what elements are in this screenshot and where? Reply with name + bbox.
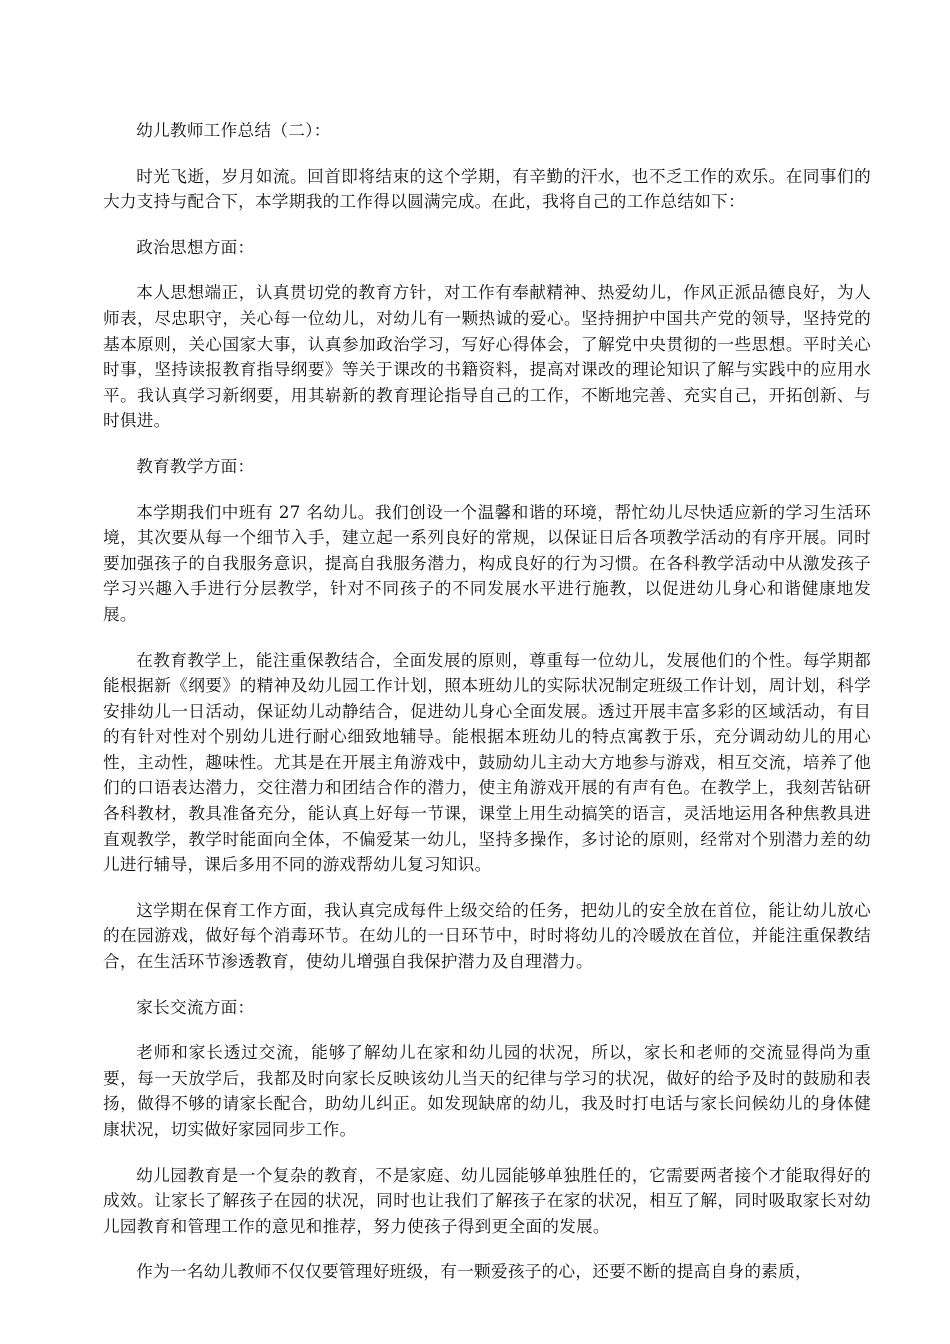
intro-paragraph: 时光飞逝，岁月如流。回首即将结束的这个学期，有辛勤的汗水，也不乏工作的欢乐。在同事们的大力支持与配合下，本学期我的工作得以圆满完成。在此，我将自己的工作总结如下： bbox=[103, 166, 871, 212]
teaching-paragraph-1: 本学期我们中班有 27 名幼儿。我们创设一个温馨和谐的环境，帮忙幼儿尽快适应新的学习生活环境，其次要从每一个细节入手，建立起一系列良好的常规，以保证日后各项教学活动的有序开展。同时要加强孩子的自我服务意识，提高自我服务潜力，构成良好的行为习惯。在各科教学活动中从激发孩子学习兴趣入手进行分层教学，针对不同孩子的不同发展水平进行施教，以促进幼儿身心和谐健康地发展。 bbox=[103, 502, 871, 624]
section-heading-teaching: 教育教学方面： bbox=[136, 456, 255, 476]
document-title: 幼儿教师工作总结（二）： bbox=[136, 121, 331, 140]
teaching-paragraph-3: 这学期在保育工作方面，我认真完成每件上级交给的任务，把幼儿的安全放在首位，能让幼儿放心的在园游戏，做好每个消毒环节。在幼儿的一日环节中，时时将幼儿的冷暖放在首位，并能注重保教结合，在生活环节渗透教育，使幼儿增强自我保护潜力及自理潜力。 bbox=[103, 900, 871, 972]
parents-paragraph-2: 幼儿园教育是一个复杂的教育，不是家庭、幼儿园能够单独胜任的，它需要两者接个才能取得好的成效。让家长了解孩子在园的状况，同时也让我们了解孩子在家的状况，相互了解，同时吸取家长对幼儿园教育和管理工作的意见和推荐，努力使孩子得到更全面的发展。 bbox=[103, 1165, 871, 1236]
section-heading-politics: 政治思想方面： bbox=[136, 237, 255, 257]
teaching-paragraph-2: 在教育教学上，能注重保教结合，全面发展的原则，尊重每一位幼儿，发展他们的个性。每学期都能根据新《纲要》的精神及幼儿园工作计划，照本班幼儿的实际状况制定班级工作计划，周计划，科学安排幼儿一日活动，保证幼儿动静结合，促进幼儿身心全面发展。透过开展丰富多彩的区域活动，有目的有针对性对个别幼儿进行耐心细致地辅导。能根据本班幼儿的特点寓教于乐，充分调动幼儿的用心性，主动性，趣味性。尤其是在开展主角游戏中，鼓励幼儿主动大方地参与游戏，相互交流，培养了他们的口语表达潜力，交往潜力和团结合作的潜力，使主角游戏开展的有声有色。在教学上，我刻苦钻研各科教材，教具准备充分，能认真上好每一节课，课堂上用生动搞笑的语言，灵活地运用各种焦教具进直观教学，教学时能面向全体，不偏爱某一幼儿，坚持多操作，多讨论的原则，经常对个别潜力差的幼儿进行辅导，课后多用不同的游戏帮幼儿复习知识。 bbox=[103, 650, 871, 875]
politics-paragraph: 本人思想端正，认真贯切党的教育方针，对工作有奉献精神、热爱幼儿，作风正派品德良好，为人师表，尽忠职守，关心每一位幼儿，对幼儿有一颗热诚的爱心。坚持拥护中国共产党的领导，坚持党的基本原则，关心国家大事，认真参加政治学习，写好心得体会，了解党中央贯彻的一些思想。平时关心时事，坚持读报教育指导纲要》等关于课改的书籍资料，提高对课改的理论知识了解与实践中的应用水平。我认真学习新纲要，用其崭新的教育理论指导自己的工作，不断地完善、充实自己，开拓创新、与时俱进。 bbox=[103, 283, 871, 431]
parents-paragraph-1: 老师和家长透过交流，能够了解幼儿在家和幼儿园的状况，所以，家长和老师的交流显得尚为重要，每一天放学后，我都及时向家长反映该幼儿当天的纪律与学习的状况，做好的给予及时的鼓励和表扬，做得不够的请家长配合，助幼儿纠正。如发现缺席的幼儿，我及时打电话与家长问候幼儿的身体健康状况，切实做好家园同步工作。 bbox=[103, 1043, 871, 1139]
section-heading-parents: 家长交流方面： bbox=[136, 997, 255, 1017]
document-page bbox=[103, 118, 871, 1305]
parents-paragraph-3: 作为一名幼儿教师不仅仅要管理好班级，有一颗爱孩子的心，还要不断的提高自身的素质， bbox=[136, 1262, 812, 1282]
